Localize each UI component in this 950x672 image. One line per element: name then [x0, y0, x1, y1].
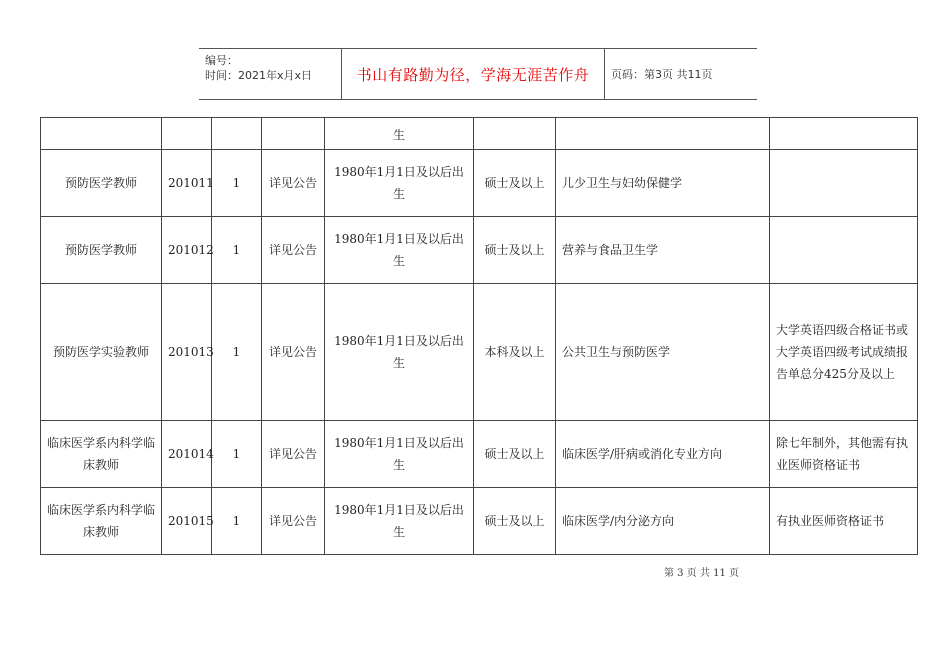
other-requirements-cell: 除七年制外，其他需有执业医师资格证书 — [770, 421, 918, 488]
count-cell — [212, 118, 262, 150]
major-cell: 临床医学/肝病或消化专业方向 — [556, 421, 770, 488]
birth-date-cell: 1980年1月1日及以后出生 — [325, 284, 474, 421]
other-requirements-cell — [770, 118, 918, 150]
degree-cell: 硕士及以上 — [474, 421, 556, 488]
header-motto: 书山有路勤为径，学海无涯苦作舟 — [342, 49, 605, 99]
code-cell: 201014 — [162, 421, 212, 488]
page-header — [199, 48, 757, 100]
table-row — [41, 421, 918, 488]
time-label: 时间：2021年x月x日 — [205, 69, 313, 82]
code-cell: 201012 — [162, 217, 212, 284]
birth-date-cell: 1980年1月1日及以后出生 — [325, 421, 474, 488]
position-cell: 临床医学系内科学临床教师 — [41, 421, 162, 488]
count-cell: 1 — [212, 488, 262, 555]
page-footer: 第 3 页 共 11 页 — [664, 568, 739, 579]
count-cell: 1 — [212, 150, 262, 217]
major-cell: 营养与食品卫生学 — [556, 217, 770, 284]
requirement-cell — [262, 118, 325, 150]
major-cell: 临床医学/内分泌方向 — [556, 488, 770, 555]
code-cell: 201015 — [162, 488, 212, 555]
number-label: 编号： — [205, 54, 238, 67]
degree-cell — [474, 118, 556, 150]
requirement-cell: 详见公告 — [262, 284, 325, 421]
major-cell: 公共卫生与预防医学 — [556, 284, 770, 421]
count-cell: 1 — [212, 421, 262, 488]
header-page-label: 页码：第3页 共11页 — [611, 68, 713, 81]
requirement-cell: 详见公告 — [262, 217, 325, 284]
major-cell — [556, 118, 770, 150]
header-meta-cell — [199, 49, 342, 99]
recruitment-table — [40, 117, 918, 555]
birth-date-cell: 1980年1月1日及以后出生 — [325, 150, 474, 217]
major-cell: 儿少卫生与妇幼保健学 — [556, 150, 770, 217]
table-row — [41, 118, 918, 150]
code-cell: 201013 — [162, 284, 212, 421]
code-cell: 201011 — [162, 150, 212, 217]
degree-cell: 硕士及以上 — [474, 150, 556, 217]
requirement-cell: 详见公告 — [262, 150, 325, 217]
table-row — [41, 284, 918, 421]
degree-cell: 硕士及以上 — [474, 217, 556, 284]
table-row — [41, 217, 918, 284]
other-requirements-cell: 有执业医师资格证书 — [770, 488, 918, 555]
position-cell: 预防医学实验教师 — [41, 284, 162, 421]
birth-date-cell: 1980年1月1日及以后出生 — [325, 217, 474, 284]
degree-cell: 本科及以上 — [474, 284, 556, 421]
birth-date-cell: 1980年1月1日及以后出生 — [325, 488, 474, 555]
code-cell — [162, 118, 212, 150]
other-requirements-cell — [770, 150, 918, 217]
count-cell: 1 — [212, 284, 262, 421]
degree-cell: 硕士及以上 — [474, 488, 556, 555]
count-cell: 1 — [212, 217, 262, 284]
birth-date-cell: 生 — [325, 118, 474, 150]
position-cell: 预防医学教师 — [41, 217, 162, 284]
table-row — [41, 150, 918, 217]
requirement-cell: 详见公告 — [262, 421, 325, 488]
position-cell: 预防医学教师 — [41, 150, 162, 217]
table-row — [41, 488, 918, 555]
other-requirements-cell — [770, 217, 918, 284]
position-cell — [41, 118, 162, 150]
position-cell: 临床医学系内科学临床教师 — [41, 488, 162, 555]
requirement-cell: 详见公告 — [262, 488, 325, 555]
other-requirements-cell: 大学英语四级合格证书或大学英语四级考试成绩报告单总分425分及以上 — [770, 284, 918, 421]
